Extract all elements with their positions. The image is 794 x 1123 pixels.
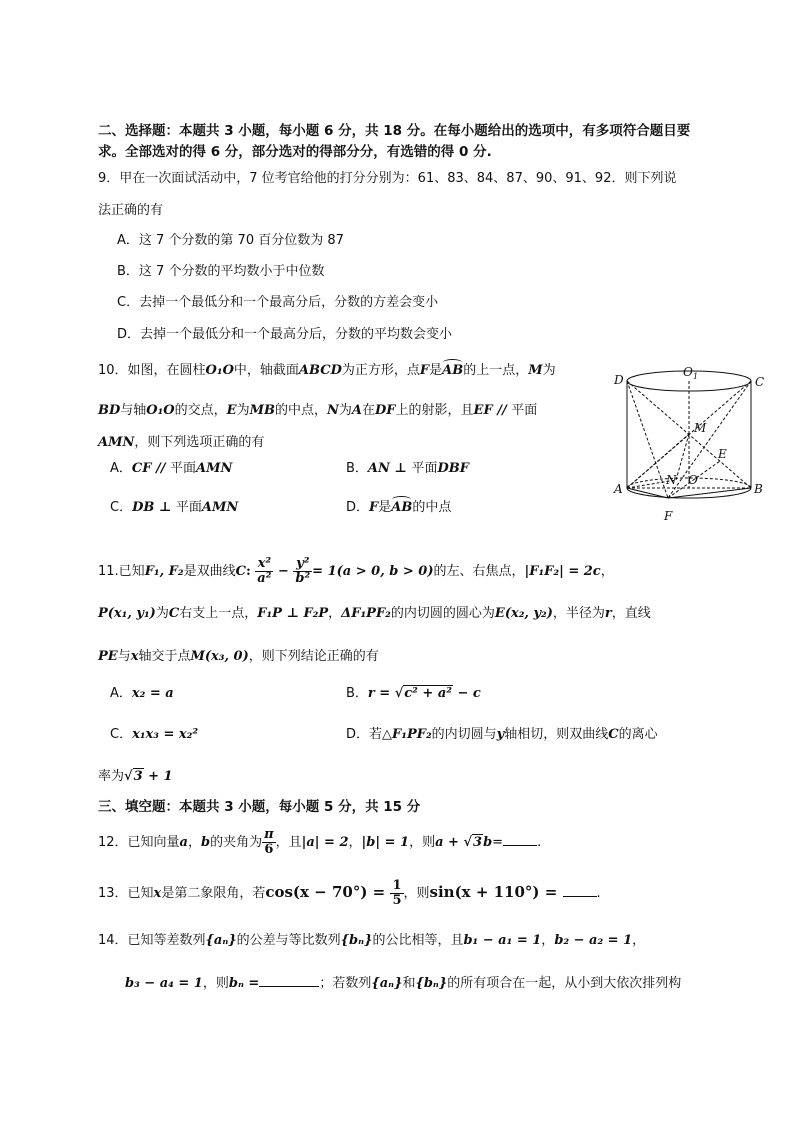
q10-option-text: 的中点 [412,500,452,515]
q11-stem-line2 [98,605,651,623]
q11-frac-y-num: y² [293,557,312,572]
q14-text: 的公比相等，且 [372,933,464,948]
q11-option-label: A． [110,686,132,701]
q14-text: 的所有项合在一起，从小到大依次排列构 [447,976,682,991]
q12-text: ，则 [409,835,436,850]
label-e: E [718,447,727,461]
q14-eq2: b₂ − a₂ = 1 [554,933,633,948]
section2-header-line2: 求。全部选对的得 6 分，部分选对的得部分分，有选错的得 0 分. [98,144,492,160]
q9-option-a: A．这 7 个分数的第 70 百分位数为 87 [117,233,344,248]
label-o1: O [683,365,693,379]
q11-option-tail: − c [452,686,481,701]
q11-frac-x-num: x² [255,557,273,572]
q14-text: ，则 [202,976,229,991]
q14-text: 的公差与等比数列 [236,933,341,948]
q11-curve-c: C [235,564,246,579]
q12-norm-b: |b| = 1 [361,835,410,850]
q10-point-a: A [351,403,362,418]
q10-plane-amn: AMN [98,435,135,450]
q10-option-text: 是 [378,500,392,515]
q10-segment-bd: BD [98,403,121,418]
q12-expr-sqrt: 3 [473,835,483,850]
q10-square-abcd: ABCD [298,363,342,378]
q10-text: 平面 [511,403,538,418]
q10-text: 的中点， [274,403,327,418]
label-c: C [755,375,765,389]
q9-stem-line1: 9．甲在一次面试活动中，7 位考官给他的打分分别为：61、83、84、87、90、91、92．则下列说 [98,171,677,186]
section2-header-line1: 二、选择题：本题共 3 小题，每小题 6 分，共 18 分。在每小题给出的选项中，有多项符合题目要 [98,123,691,139]
q12-norm-a: |a| = 2 [301,835,349,850]
q10-option-label: D． [346,500,370,515]
q13-frac-num: 1 [392,878,402,893]
q13-text: . [596,886,601,901]
q10-text: ，则下列选项正确的有 [134,435,265,450]
q14-text: ；若数列 [319,976,372,991]
q12-frac-angle [262,828,276,857]
q11-frac-x-den: a² [257,571,272,586]
q10-option-arc-ab: AB [391,500,413,515]
q10-axis-o1o: O₁O [205,363,234,378]
q14-text: 14．已知等差数列 [98,933,206,948]
q11-option-curve-c: C [608,727,619,742]
q10-parallel-ef: EF // [473,403,512,418]
q13-angle-x: x [153,886,162,901]
q10-point-m: M [528,363,543,378]
q11-option-text: 轴相切，则双曲线 [504,727,609,742]
q13-cos-expr: cos(x − 70°) = [265,883,391,901]
q11-option-sqrt3: 3 [133,769,143,784]
q10-option-text: 平面 [170,461,197,476]
q13-stem [98,874,601,912]
section3-header: 三、填空题：本题共 3 小题，每小题 5 分，共 15 分 [98,799,421,815]
q12-text: ， [187,835,201,850]
q12-vector-a: a [179,835,188,850]
q10-text: 为 [542,363,556,378]
q11-option-a [110,685,174,703]
q14-eq3: b₃ − a₄ = 1 [125,976,203,991]
label-b: B [754,482,763,496]
q14-bn-formula: bₙ = [228,976,260,991]
q11-option-r: r = [367,686,395,701]
label-o: O [688,473,698,487]
q11-curve-c: C [168,606,180,621]
q10-option-point-f: F [369,500,379,515]
q12-stem: 12．已知向量a，b的夹角为 $\frac{\pi}{6}$ ，且|a| = 2，|b| = 1，则a + √3b= . [98,827,542,857]
q10-text: 在 [361,403,375,418]
q11-text: 的左、右焦点， [433,564,525,579]
q10-point-e: E [226,403,237,418]
q11-line-pe: PE [98,649,118,664]
q10-text: 的上一点， [463,363,529,378]
q11-incenter-e: E(x₂, y₂) [494,606,553,621]
q10-option-math: CF // [131,461,171,476]
q11-option-text: 的内切圆与 [431,727,497,742]
q10-text: 与轴 [120,403,147,418]
q13-frac-den: 5 [392,893,402,908]
q10-text: 10．如图，在圆柱 [98,363,206,378]
q11-option-d [346,726,658,744]
q11-frac-y-den: b² [295,571,311,586]
q11-text: ，则下列结论正确的有 [248,649,379,664]
q12-answer-blank[interactable] [503,833,537,846]
q13-text: 是第二象限角，若 [161,886,266,901]
q9-option-b: B．这 7 个分数的平均数小于中位数 [117,264,325,279]
q10-option-b [346,460,469,478]
q10-point-n: N [326,403,339,418]
q11-option-c [110,726,198,744]
q11-option-label: C． [110,727,133,742]
q12-frac-den: 6 [264,842,274,857]
q10-text: 为 [236,403,250,418]
q11-option-triangle: F₁PF₂ [392,727,432,742]
q14-stem-line2 [125,974,681,993]
q10-option-d [346,499,451,517]
q14-stem-line1 [98,932,645,950]
q10-stem-line1 [98,362,556,380]
q12-expr-b: b [483,835,493,850]
q9-stem-line2: 法正确的有 [98,203,164,218]
q11-frac-x [255,557,273,586]
q12-expr-a: a + [435,835,464,850]
q14-seq-an: {aₙ} [205,933,237,948]
segment-cf [668,381,751,498]
q9-option-d: D．去掉一个最低分和一个最高分后，分数的平均数会变小 [117,327,453,342]
label-f: F [664,509,673,523]
q14-text: ， [541,933,555,948]
q11-option-text: 的离心 [618,727,658,742]
q10-option-label: B． [346,461,368,476]
q11-text: 与 [117,649,131,664]
q14-answer-blank[interactable] [259,974,319,987]
q11-triangle: ΔF₁PF₂ [341,606,391,621]
q11-option-text: 率为 [98,769,125,784]
q11-option-plus1: + 1 [143,769,173,784]
q12-text: . [537,835,542,850]
q10-text: 为 [338,403,352,418]
q12-text: 的夹角为 [210,835,263,850]
q12-text: ， [348,835,362,850]
q14-seq-bn-2: {bₙ} [415,976,448,991]
q9-option-c: C．去掉一个最低分和一个最高分后，分数的方差会变小 [117,295,439,310]
q10-arc-ab: AB [442,363,464,378]
label-d: D [614,373,624,387]
q11-focal-distance: |F₁F₂| = 2c [524,564,601,579]
q12-text: ，且 [275,835,302,850]
q10-option-plane: DBF [437,461,469,476]
q10-option-plane: AMN [196,461,233,476]
q10-text: 为正方形，点 [341,363,420,378]
q11-text: 11.已知 [98,564,145,579]
q11-option-label: B． [346,686,368,701]
q10-segment-mb: MB [249,403,275,418]
q10-option-math: DB ⊥ [132,500,176,515]
q12-frac-num: π [264,827,274,842]
q11-point-m: M(x₃, 0) [190,649,249,664]
q10-option-text: 平面 [175,500,202,515]
q13-text: 13．已知 [98,886,154,901]
q11-point-p: P(x₁, y₁) [98,606,156,621]
q10-stem-line2 [98,402,537,420]
q14-seq-bn: {bₙ} [340,933,373,948]
q10-text: 的交点， [174,403,227,418]
q11-frac-y [293,557,312,586]
q13-sin-expr: sin(x + 110°) = [429,883,563,901]
q10-point-f: F [419,363,430,378]
q10-option-label: C． [110,500,133,515]
q11-radius-r: r [604,606,612,621]
q11-option-math: x₂ = a [131,686,174,701]
q13-answer-blank[interactable] [563,884,597,897]
q10-option-plane: AMN [201,500,239,515]
q12-text: = [492,835,504,850]
q13-text: ，则 [403,886,430,901]
q10-text: 是 [429,363,443,378]
label-a: A [614,482,623,496]
q10-text: 上的射影，且 [395,403,474,418]
q11-option-sqrt: c² + a² [404,686,452,701]
q14-text: ， [632,933,646,948]
q11-text: 为 [155,606,169,621]
q10-option-a [110,460,232,478]
q11-stem-line3 [98,648,379,666]
q11-x-axis: x [130,649,139,664]
segment-af [627,488,668,498]
q10-stem-line3 [98,434,264,452]
label-n: N [666,473,677,487]
q11-option-d-line2: 率为√3 + 1 [98,769,173,784]
q11-text: 右支上一点， [179,606,258,621]
q11-option-text: D．若△ [346,727,393,742]
q10-option-label: A． [110,461,132,476]
q13-frac [390,879,403,908]
q10-text: 中，轴截面 [233,363,299,378]
label-m: M [694,421,707,435]
q11-option-math: x₁x₃ = x₂² [132,727,199,742]
q10-option-math: AN ⊥ [367,461,412,476]
q12-text: 12．已知向量 [98,835,180,850]
q11-option-b: B．r = √c² + a² − c [346,686,481,701]
q10-axis-o1o-2: O₁O [146,403,175,418]
q11-condition: = 1(a > 0, b > 0) [312,564,434,579]
q11-text: ，直线 [611,606,651,621]
q10-segment-df: DF [375,403,396,418]
q11-stem-line1: 11.已知F₁, F₂是双曲线C: $\frac{\text{x²}}{\text{a²}}$ − $\frac{\text{y²}}{\text{b²}}$ = 1(a > 0, b > 0)的左、右焦点，|F₁F₂| = 2c， [98,556,614,586]
q11-text: ， [600,564,614,579]
q11-text: 是双曲线 [183,564,236,579]
q14-eq1: b₁ − a₁ = 1 [463,933,542,948]
q10-cylinder-figure [608,360,768,530]
q14-seq-an-2: {aₙ} [371,976,403,991]
q12-vector-b: b [201,835,211,850]
q10-option-c [110,499,238,517]
q11-text: ，半径为 [552,606,605,621]
q11-option-y-axis: y [496,727,505,742]
q11-perpendicular: F₁P ⊥ F₂P [257,606,329,621]
label-o1-sub: 1 [693,372,699,381]
q14-text: 和 [402,976,416,991]
q11-text: ， [328,606,342,621]
q11-text: 轴交于点 [138,649,191,664]
q10-option-text: 平面 [411,461,438,476]
q11-foci: F₁, F₂ [144,564,184,579]
q11-text: 的内切圆的圆心为 [390,606,495,621]
